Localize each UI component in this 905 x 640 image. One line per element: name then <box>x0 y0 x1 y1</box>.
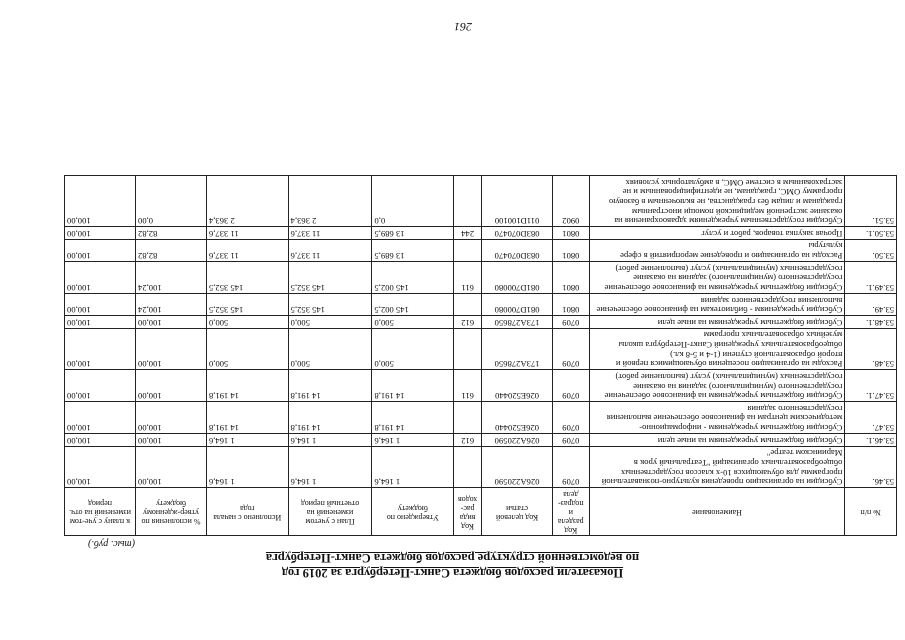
table-row <box>65 293 897 315</box>
row-pct-utv: 100,00 <box>136 328 207 370</box>
row-vr: 612 <box>454 434 482 447</box>
row-isp: 145 352,5 <box>206 293 288 315</box>
row-pct-plan: 100,00 <box>65 434 136 447</box>
row-number: 53.46. <box>845 446 897 488</box>
row-name: Субсидии государственным учреждениям здравоохранения на оказание экстренной медицинской помощи иностранным гражданам и лицам без гражданства, не включенным в базовую программу ОМС, гражданам, не идентифицированным и не застрахованным в системе ОМС, в амбулаторных условиях <box>589 176 845 227</box>
row-plan: 1 164,6 <box>288 446 372 488</box>
units-label: (тыс. руб.) <box>88 538 135 549</box>
row-razdel: 0709 <box>553 316 590 329</box>
page-title: Показатели расходов бюджета Санкт-Петербурга за 2019 год <box>281 566 624 580</box>
row-pct-utv: 100,00 <box>136 434 207 447</box>
row-utv: 13 689,5 <box>372 239 454 261</box>
row-number: 53.49.1. <box>845 262 897 294</box>
row-name: Прочая закупка товаров, работ и услуг <box>589 227 845 240</box>
row-pct-plan: 100,00 <box>65 293 136 315</box>
row-name: Субсидии бюджетным учреждениям - информационно-методическим центрам на финансовое обеспечение выполнения государственного задания <box>589 402 845 434</box>
row-name: Субсидии на организацию проведения культурно-познавательной программы для обучающихся 10-х классов государственных общеобразовательных организаций "Театральный урок в Мариинском театре" <box>589 446 845 488</box>
row-utv: 145 002,5 <box>372 293 454 315</box>
row-vr: 611 <box>454 370 482 402</box>
table-row <box>65 446 897 488</box>
row-plan: 11 337,6 <box>288 227 372 240</box>
row-isp: 500,0 <box>206 328 288 370</box>
header-plan: План с учетом изменений на отчетный период <box>288 488 372 536</box>
row-isp: 145 352,5 <box>206 262 288 294</box>
row-csr: 081D700080 <box>482 262 553 294</box>
row-vr: 612 <box>454 316 482 329</box>
row-plan: 500,0 <box>288 316 372 329</box>
row-isp: 1 164,6 <box>206 446 288 488</box>
row-pct-plan: 100,00 <box>65 328 136 370</box>
row-plan: 11 337,6 <box>288 239 372 261</box>
row-isp: 500,0 <box>206 316 288 329</box>
row-pct-plan: 100,00 <box>65 176 136 227</box>
row-razdel: 0902 <box>553 176 590 227</box>
row-pct-plan: 100,00 <box>65 262 136 294</box>
table-row <box>65 316 897 329</box>
row-utv: 145 002,5 <box>372 262 454 294</box>
table-row <box>65 434 897 447</box>
row-plan: 14 191,8 <box>288 370 372 402</box>
row-vr <box>454 402 482 434</box>
row-plan: 2 363,4 <box>288 176 372 227</box>
row-utv: 500,0 <box>372 328 454 370</box>
row-isp: 14 191,8 <box>206 370 288 402</box>
table-row <box>65 239 897 261</box>
row-number: 53.48. <box>845 328 897 370</box>
row-number: 53.46.1. <box>845 434 897 447</box>
row-isp: 11 337,6 <box>206 227 288 240</box>
row-pct-utv: 82,82 <box>136 227 207 240</box>
row-plan: 500,0 <box>288 328 372 370</box>
row-pct-utv: 82,82 <box>136 239 207 261</box>
header-csr: Код целевой статьи <box>482 488 553 536</box>
header-pct-utv: % исполнения по утвер-жденному бюджету <box>136 488 207 536</box>
row-isp: 14 191,8 <box>206 402 288 434</box>
table-row <box>65 328 897 370</box>
row-utv: 0,0 <box>372 176 454 227</box>
row-vr <box>454 328 482 370</box>
row-vr <box>454 446 482 488</box>
row-vr: 244 <box>454 227 482 240</box>
row-csr: 011D100100 <box>482 176 553 227</box>
table-row <box>65 227 897 240</box>
row-csr: 026Е520440 <box>482 370 553 402</box>
row-name: Расходы на организацию и проведение мероприятий в сфере культуры <box>589 239 845 261</box>
row-razdel: 0709 <box>553 328 590 370</box>
row-number: 53.50.1. <box>845 227 897 240</box>
row-razdel: 0801 <box>553 227 590 240</box>
row-pct-plan: 100,00 <box>65 239 136 261</box>
page-number: 261 <box>454 20 472 34</box>
row-vr <box>454 293 482 315</box>
row-vr <box>454 239 482 261</box>
row-pct-plan: 100,00 <box>65 446 136 488</box>
row-utv: 14 191,8 <box>372 370 454 402</box>
row-pct-plan: 100,00 <box>65 370 136 402</box>
row-csr: 026Е520440 <box>482 402 553 434</box>
row-plan: 1 164,6 <box>288 434 372 447</box>
header-isp: Исполнено с начала года <box>206 488 288 536</box>
row-vr <box>454 176 482 227</box>
table-body <box>65 176 897 488</box>
row-pct-utv: 100,24 <box>136 262 207 294</box>
row-csr: 026А220590 <box>482 434 553 447</box>
table-row <box>65 370 897 402</box>
row-razdel: 0709 <box>553 434 590 447</box>
row-utv: 14 191,8 <box>372 402 454 434</box>
row-utv: 500,0 <box>372 316 454 329</box>
row-pct-plan: 100,00 <box>65 227 136 240</box>
row-number: 53.48.1. <box>845 316 897 329</box>
header-pct-plan: к плану с уче-том изменений на отч. период <box>65 488 136 536</box>
row-number: 53.47. <box>845 402 897 434</box>
row-number: 53.50. <box>845 239 897 261</box>
row-vr: 611 <box>454 262 482 294</box>
row-isp: 1 164,6 <box>206 434 288 447</box>
row-razdel: 0801 <box>553 293 590 315</box>
header-num: № п/п <box>845 488 897 536</box>
row-name: Субсидии бюджетным учреждениям на иные цели <box>589 434 845 447</box>
row-pct-utv: 100,00 <box>136 370 207 402</box>
row-csr: 083D070470 <box>482 239 553 261</box>
header-utv: Утверждено по бюджету <box>372 488 454 536</box>
row-csr: 026А220590 <box>482 446 553 488</box>
row-razdel: 0709 <box>553 402 590 434</box>
row-plan: 145 352,5 <box>288 262 372 294</box>
row-pct-utv: 100,00 <box>136 402 207 434</box>
expenditure-table <box>64 175 897 536</box>
row-pct-utv: 0,00 <box>136 176 207 227</box>
row-pct-utv: 100,00 <box>136 446 207 488</box>
row-razdel: 0801 <box>553 239 590 261</box>
row-csr: 173А278650 <box>482 316 553 329</box>
row-razdel: 0709 <box>553 370 590 402</box>
row-isp: 2 363,4 <box>206 176 288 227</box>
page-subtitle: по ведомственной структуре расходов бюджета Санкт-Петербурга <box>265 551 640 565</box>
header-row <box>65 488 897 536</box>
row-csr: 173А278650 <box>482 328 553 370</box>
row-razdel: 0801 <box>553 262 590 294</box>
row-csr: 081D700080 <box>482 293 553 315</box>
row-name: Субсидии учреждениям - библиотекам на финансовое обеспечение выполнения государственного задания <box>589 293 845 315</box>
row-isp: 11 337,6 <box>206 239 288 261</box>
row-plan: 14 191,8 <box>288 402 372 434</box>
table-row <box>65 402 897 434</box>
header-name: Наименование <box>589 488 845 536</box>
row-name: Расходы на организацию посещения обучающимися первой и второй образовательной ступени (1-4 и 5-8 кл.) общеобразовательных учреждений Санкт-Петербурга школы музейных образовательных программ <box>589 328 845 370</box>
row-pct-utv: 100,00 <box>136 316 207 329</box>
row-number: 53.47.1. <box>845 370 897 402</box>
row-pct-utv: 100,24 <box>136 293 207 315</box>
table-row <box>65 176 897 227</box>
row-utv: 1 164,6 <box>372 434 454 447</box>
table-row <box>65 262 897 294</box>
row-name: Субсидии бюджетным учреждениям на иные цели <box>589 316 845 329</box>
row-razdel: 0709 <box>553 446 590 488</box>
row-pct-plan: 100,00 <box>65 316 136 329</box>
row-plan: 145 352,5 <box>288 293 372 315</box>
row-csr: 083D070470 <box>482 227 553 240</box>
row-name: Субсидии бюджетным учреждениям на финансовое обеспечение государственного (муниципального) задания на оказание государственных (муниципальных) услуг (выполнение работ) <box>589 370 845 402</box>
header-vr: Код вида рас-ходов <box>454 488 482 536</box>
row-name: Субсидии бюджетным учреждениям на финансовое обеспечение государственного (муниципального) задания на оказание государственных (муниципальных) услуг (выполнение работ) <box>589 262 845 294</box>
row-utv: 13 689,5 <box>372 227 454 240</box>
row-utv: 1 164,6 <box>372 446 454 488</box>
row-number: 53.49. <box>845 293 897 315</box>
header-razdel: Код раздела и подраз-дела <box>553 488 590 536</box>
row-pct-plan: 100,00 <box>65 402 136 434</box>
row-number: 53.51. <box>845 176 897 227</box>
